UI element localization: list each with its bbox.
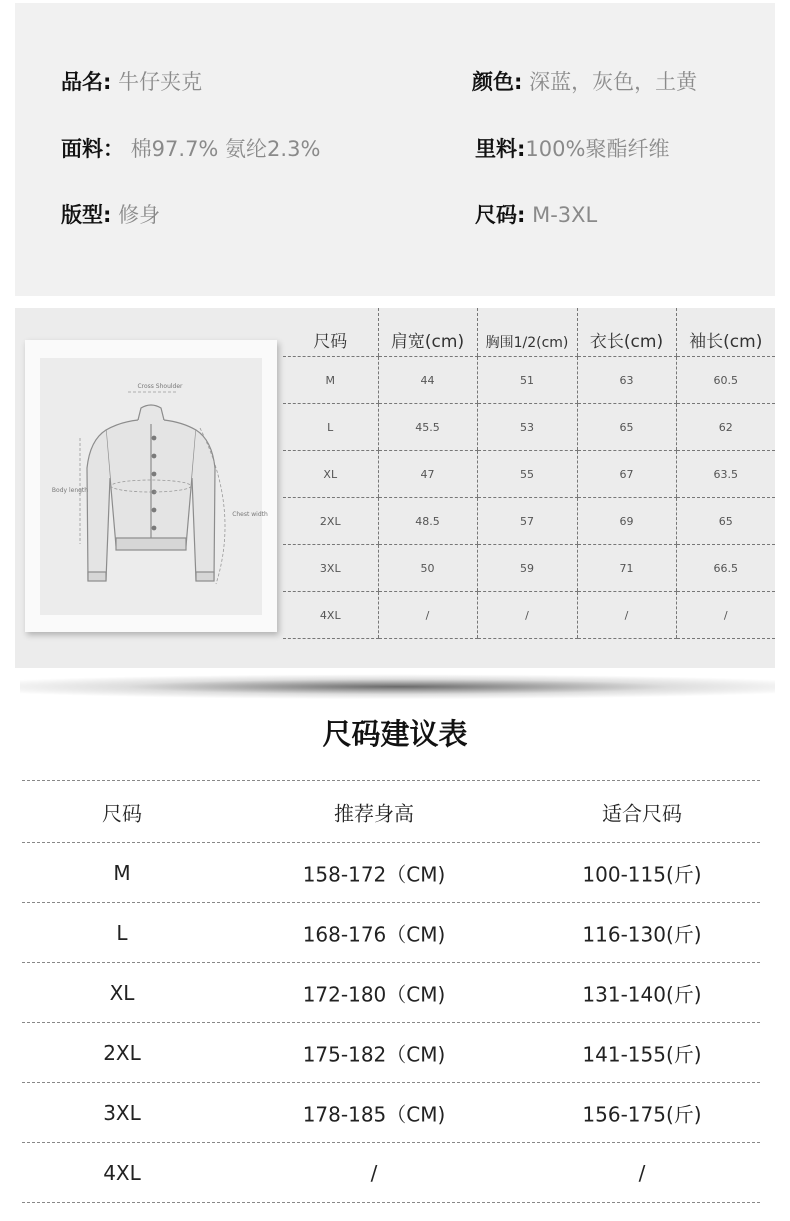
suggestion-size: 2XL (103, 1040, 141, 1065)
table-cell: 63.5 (676, 451, 775, 498)
table-cell: M (283, 357, 378, 404)
color-value: 深蓝，灰色，土黄 (522, 70, 698, 94)
table-cell: 60.5 (676, 357, 775, 404)
fit-row (61, 199, 160, 229)
table-cell: / (676, 592, 775, 639)
suggestion-header-row (22, 780, 760, 842)
size-range-value: M-3XL (525, 203, 598, 227)
table-cell: / (577, 592, 676, 639)
table-cell: / (378, 592, 477, 639)
table-cell: 48.5 (378, 498, 477, 545)
jacket-diagram-card (25, 340, 277, 632)
list-item (22, 1082, 760, 1142)
fabric-label: 面料： (61, 137, 124, 161)
table-cell: 4XL (283, 592, 378, 639)
table-row (283, 498, 775, 545)
measurement-table (283, 308, 775, 639)
jacket-diagram (40, 358, 268, 615)
suggestion-height: 158-172（CM) (302, 862, 446, 886)
cross-shoulder-label: Cross Shoulder (137, 383, 183, 390)
table-cell: 47 (378, 451, 477, 498)
suggestion-size: 3XL (103, 1100, 141, 1125)
table-cell: XL (283, 451, 378, 498)
col-header-sleeve: 袖长(cm) (676, 308, 775, 357)
table-cell: 50 (378, 545, 477, 592)
table-cell: 71 (577, 545, 676, 592)
size-range-label: 尺码: (475, 203, 526, 227)
lining-label: 里料: (475, 137, 526, 161)
jacket-illustration (40, 358, 268, 615)
suggestion-weight: 116-130(斤) (582, 922, 702, 946)
list-item (22, 962, 760, 1022)
size-suggestion-title: 尺码建议表 (322, 717, 468, 751)
color-row (472, 66, 697, 96)
lining-value: 100%聚酯纤维 (525, 137, 670, 161)
suggestion-height: 178-185（CM) (302, 1102, 446, 1126)
suggestion-header-height: 推荐身高 (334, 801, 414, 825)
table-cell: 67 (577, 451, 676, 498)
table-cell: 55 (477, 451, 577, 498)
table-cell: 63 (577, 357, 676, 404)
color-label: 颜色: (472, 70, 523, 94)
suggestion-weight: / (638, 1160, 646, 1185)
table-cell: 69 (577, 498, 676, 545)
suggestion-height: / (370, 1160, 378, 1185)
measurement-panel (15, 308, 775, 668)
table-cell: 66.5 (676, 545, 775, 592)
list-item (22, 842, 760, 902)
table-row (283, 592, 775, 639)
table-cell: 62 (676, 404, 775, 451)
table-cell: 51 (477, 357, 577, 404)
table-cell: L (283, 404, 378, 451)
col-header-length: 衣长(cm) (577, 308, 676, 357)
product-name-row (61, 66, 202, 96)
chest-width-label: Chest width (232, 511, 268, 518)
list-item (22, 1022, 760, 1082)
table-row (283, 451, 775, 498)
lining-row (475, 133, 669, 163)
col-header-chest: 胸围1/2(cm) (477, 308, 577, 357)
table-cell: 2XL (283, 498, 378, 545)
suggestion-weight: 100-115(斤) (582, 862, 702, 886)
size-range-row (475, 199, 597, 229)
table-cell: 45.5 (378, 404, 477, 451)
decorative-shadow (20, 672, 775, 714)
list-item (22, 902, 760, 962)
suggestion-size: L (116, 920, 128, 945)
measurement-header-row (283, 308, 775, 357)
table-row (283, 404, 775, 451)
table-cell: 57 (477, 498, 577, 545)
suggestion-height: 168-176（CM) (302, 922, 446, 946)
body-length-label: Body length (51, 487, 89, 494)
suggestion-header-size: 尺码 (102, 801, 142, 825)
col-header-shoulder: 肩宽(cm) (378, 308, 477, 357)
table-cell: 53 (477, 404, 577, 451)
suggestion-height: 172-180（CM) (302, 982, 446, 1006)
suggestion-weight: 156-175(斤) (582, 1102, 702, 1126)
table-row (283, 357, 775, 404)
fit-value: 修身 (111, 203, 161, 227)
product-name-value: 牛仔夹克 (111, 70, 203, 94)
suggestion-size: M (113, 860, 131, 885)
suggestion-weight: 131-140(斤) (582, 982, 702, 1006)
product-info-panel (15, 3, 775, 296)
table-cell: 44 (378, 357, 477, 404)
table-cell: 65 (676, 498, 775, 545)
table-cell: 3XL (283, 545, 378, 592)
suggestion-height: 175-182（CM) (302, 1042, 446, 1066)
fabric-value: 棉97.7% 氨纶2.3% (124, 137, 321, 161)
fit-label: 版型: (61, 203, 112, 227)
suggestion-weight: 141-155(斤) (582, 1042, 702, 1066)
suggestion-size: XL (109, 980, 135, 1005)
product-name-label: 品名: (61, 70, 112, 94)
suggestion-header-weight: 适合尺码 (602, 801, 682, 825)
table-cell: 65 (577, 404, 676, 451)
size-suggestion-table (22, 780, 760, 1203)
fabric-row (61, 133, 320, 163)
col-header-size: 尺码 (283, 308, 378, 357)
suggestion-size: 4XL (103, 1160, 141, 1185)
table-cell: / (477, 592, 577, 639)
table-cell: 59 (477, 545, 577, 592)
table-row (283, 545, 775, 592)
list-item (22, 1142, 760, 1203)
